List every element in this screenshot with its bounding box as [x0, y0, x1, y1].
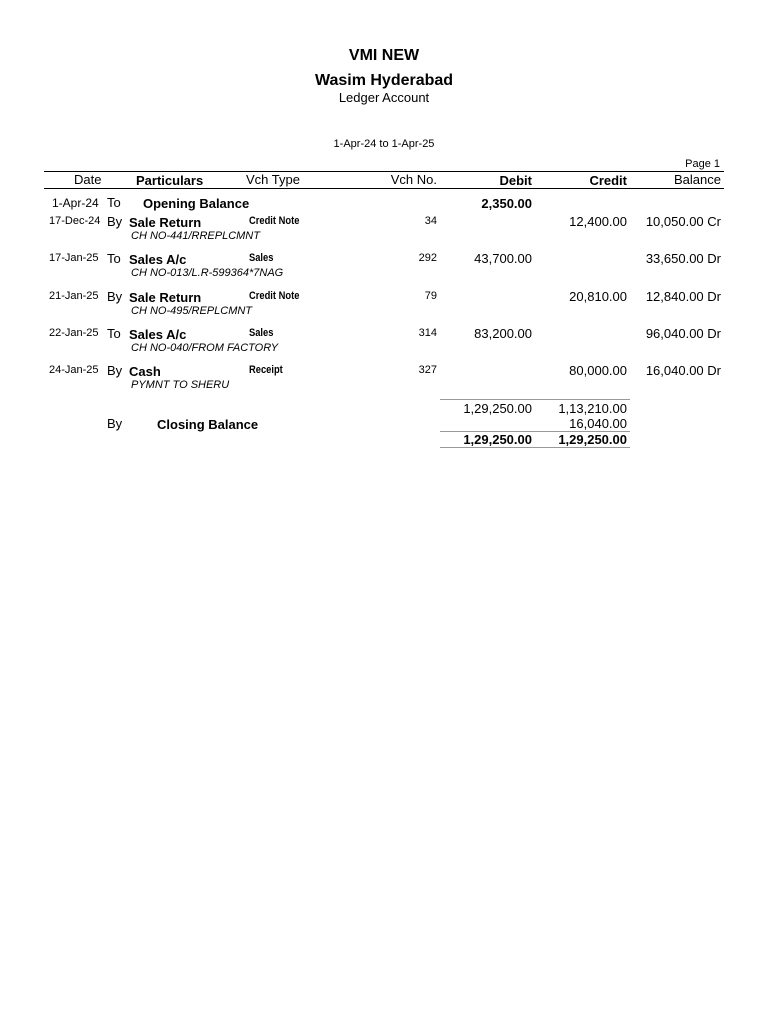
- page-number: Page 1: [685, 158, 720, 170]
- row-balance: 96,040.00 Dr: [645, 326, 721, 341]
- row-dir: By: [107, 363, 123, 378]
- closing-particulars: Closing Balance: [157, 417, 259, 432]
- row-vch-no: 292: [418, 252, 437, 264]
- row-vch-type: Credit Note: [249, 290, 300, 302]
- row-narration: CH NO-495/REPLCMNT: [131, 305, 253, 317]
- header-bottom-rule: [44, 188, 724, 189]
- row-vch-no: 327: [418, 364, 437, 376]
- row-narration: PYMNT TO SHERU: [131, 379, 230, 391]
- opening-debit: 2,350.00: [481, 196, 532, 211]
- row-dir: To: [107, 326, 121, 341]
- row-debit: 83,200.00: [474, 326, 532, 341]
- row-dir: To: [107, 251, 121, 266]
- totals-top-rule: [440, 399, 630, 400]
- opening-date: 1-Apr-24: [52, 196, 99, 210]
- row-particulars: Sale Return: [129, 290, 202, 305]
- row-date: 17-Jan-25: [49, 252, 99, 264]
- grand-total-debit: 1,29,250.00: [463, 432, 532, 447]
- header-top-rule: [44, 171, 724, 172]
- opening-particulars: Opening Balance: [143, 196, 250, 211]
- company-name: VMI NEW: [348, 47, 420, 64]
- row-narration: CH NO-040/FROM FACTORY: [131, 342, 279, 354]
- row-date: 24-Jan-25: [49, 364, 99, 376]
- row-vch-type: Receipt: [249, 364, 283, 376]
- row-dir: By: [107, 214, 123, 229]
- row-vch-type: Sales: [249, 327, 274, 339]
- opening-dir: To: [107, 195, 121, 210]
- row-date: 22-Jan-25: [49, 327, 99, 339]
- col-vch-no: Vch No.: [390, 172, 437, 187]
- row-balance: 33,650.00 Dr: [645, 251, 721, 266]
- row-vch-no: 34: [424, 215, 437, 227]
- col-date: Date: [74, 172, 102, 187]
- row-vch-no: 314: [418, 327, 437, 339]
- row-credit: 80,000.00: [569, 363, 627, 378]
- row-vch-no: 79: [424, 290, 437, 302]
- row-narration: CH NO-441/RREPLCMNT: [131, 230, 260, 242]
- row-narration: CH NO-013/L.R-599364*7NAG: [131, 267, 284, 279]
- account-name: Wasim Hyderabad: [314, 72, 454, 89]
- row-dir: By: [107, 289, 123, 304]
- grand-total-bottom-rule: [440, 447, 630, 448]
- closing-credit: 16,040.00: [569, 416, 627, 431]
- report-subtitle: Ledger Account: [338, 90, 430, 105]
- row-date: 21-Jan-25: [49, 290, 99, 302]
- col-balance: Balance: [674, 172, 721, 187]
- row-particulars: Cash: [129, 364, 161, 379]
- row-particulars: Sales A/c: [129, 327, 187, 342]
- row-credit: 20,810.00: [569, 289, 627, 304]
- row-balance: 10,050.00 Cr: [645, 214, 721, 229]
- row-balance: 12,840.00 Dr: [645, 289, 721, 304]
- col-debit: Debit: [499, 173, 532, 188]
- grand-total-credit: 1,29,250.00: [558, 432, 627, 447]
- closing-dir: By: [107, 416, 123, 431]
- row-balance: 16,040.00 Dr: [645, 363, 721, 378]
- col-particulars: Particulars: [136, 173, 204, 188]
- col-vch-type: Vch Type: [246, 172, 300, 187]
- row-particulars: Sales A/c: [129, 252, 187, 267]
- row-debit: 43,700.00: [474, 251, 532, 266]
- col-credit: Credit: [589, 173, 627, 188]
- report-period: 1-Apr-24 to 1-Apr-25: [333, 138, 435, 150]
- row-vch-type: Sales: [249, 252, 274, 264]
- total-debit: 1,29,250.00: [463, 401, 532, 416]
- row-particulars: Sale Return: [129, 215, 202, 230]
- row-vch-type: Credit Note: [249, 215, 300, 227]
- total-credit: 1,13,210.00: [558, 401, 627, 416]
- row-credit: 12,400.00: [569, 214, 627, 229]
- row-date: 17-Dec-24: [49, 215, 101, 227]
